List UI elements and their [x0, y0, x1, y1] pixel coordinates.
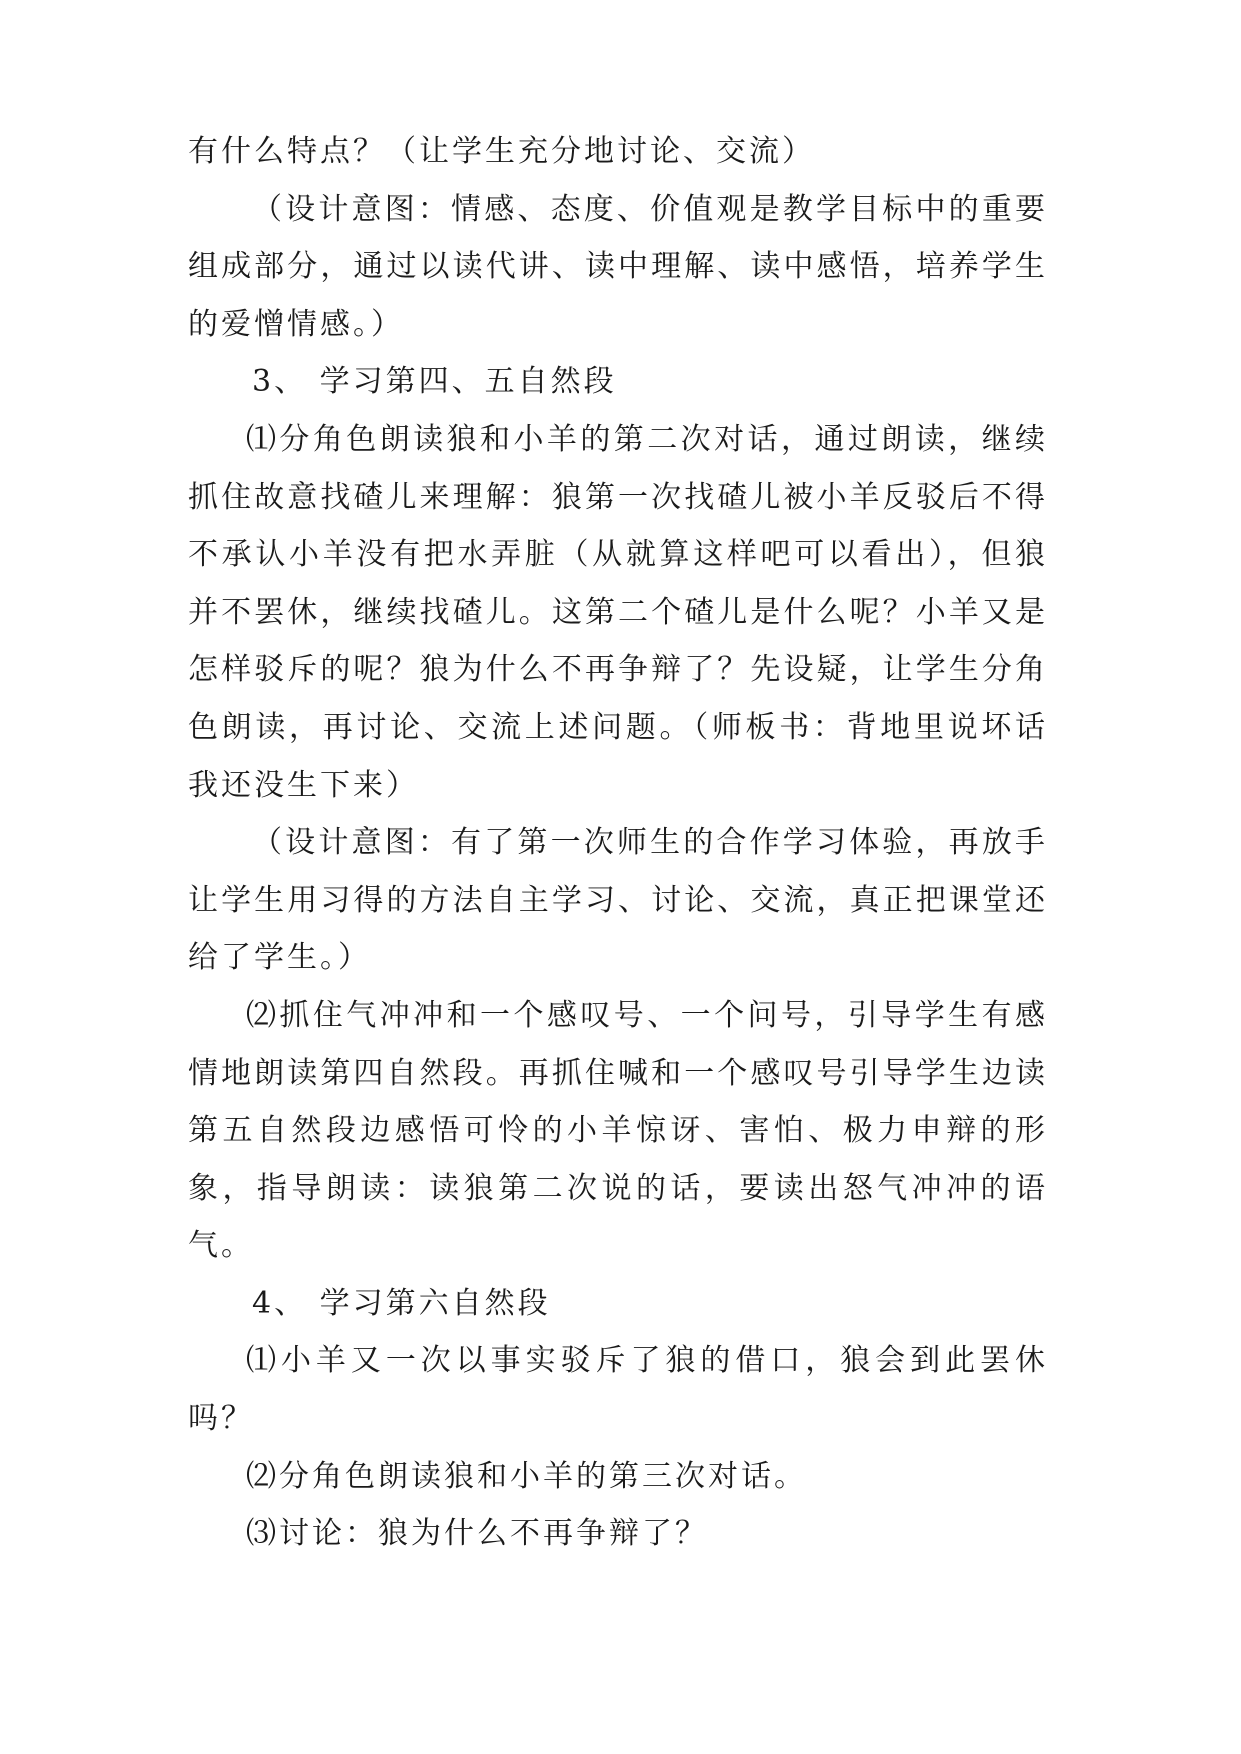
paragraph-design-intent-1: （设计意图：情感、态度、价值观是教学目标中的重要组成部分，通过以读代讲、读中理解、读中感悟，培养学生的爱憎情感。） [188, 191, 1048, 342]
paragraph-continuation: 有什么特点？（让学生充分地讨论、交流） [188, 134, 815, 169]
paragraph-step-4-2: ⑵分角色朗读狼和小羊的第三次对话。 [246, 1458, 807, 1494]
paragraph-step-1: ⑴分角色朗读狼和小羊的第二次对话，通过朗读，继续抓住故意找碴儿来理解：狼第一次找碴儿被小羊反驳后不得不承认小羊没有把水弄脏（从就算这样吧可以看出），但狼并不罢休，继续找碴儿。这第二个碴儿是什么呢？小羊又是怎样驳斥的呢？狼为什么不再争辩了？先设疑，让学生分角色朗读，再讨论、交流上述问题。（师板书：背地里说坏话 我还没生下来） [188, 421, 1048, 803]
paragraph-step-4-1: ⑴小羊又一次以事实驳斥了狼的借口，狼会到此罢休吗？ [188, 1343, 1048, 1437]
document-body [188, 123, 1048, 1563]
section-heading-4: 4、 学习第六自然段 [252, 1285, 551, 1321]
paragraph-step-2: ⑵抓住气冲冲和一个感叹号、一个问号，引导学生有感情地朗读第四自然段。再抓住喊和一个感叹号引导学生边读第五自然段边感悟可怜的小羊惊讶、害怕、极力申辩的形象，指导朗读：读狼第二次说的话，要读出怒气冲冲的语气。 [188, 997, 1048, 1264]
section-heading-3: 3、 学习第四、五自然段 [252, 364, 617, 400]
paragraph-design-intent-2: （设计意图：有了第一次师生的合作学习体验，再放手让学生用习得的方法自主学习、讨论、交流，真正把课堂还给了学生。） [188, 825, 1048, 976]
paragraph-step-4-3: ⑶讨论：狼为什么不再争辩了？ [246, 1516, 708, 1552]
